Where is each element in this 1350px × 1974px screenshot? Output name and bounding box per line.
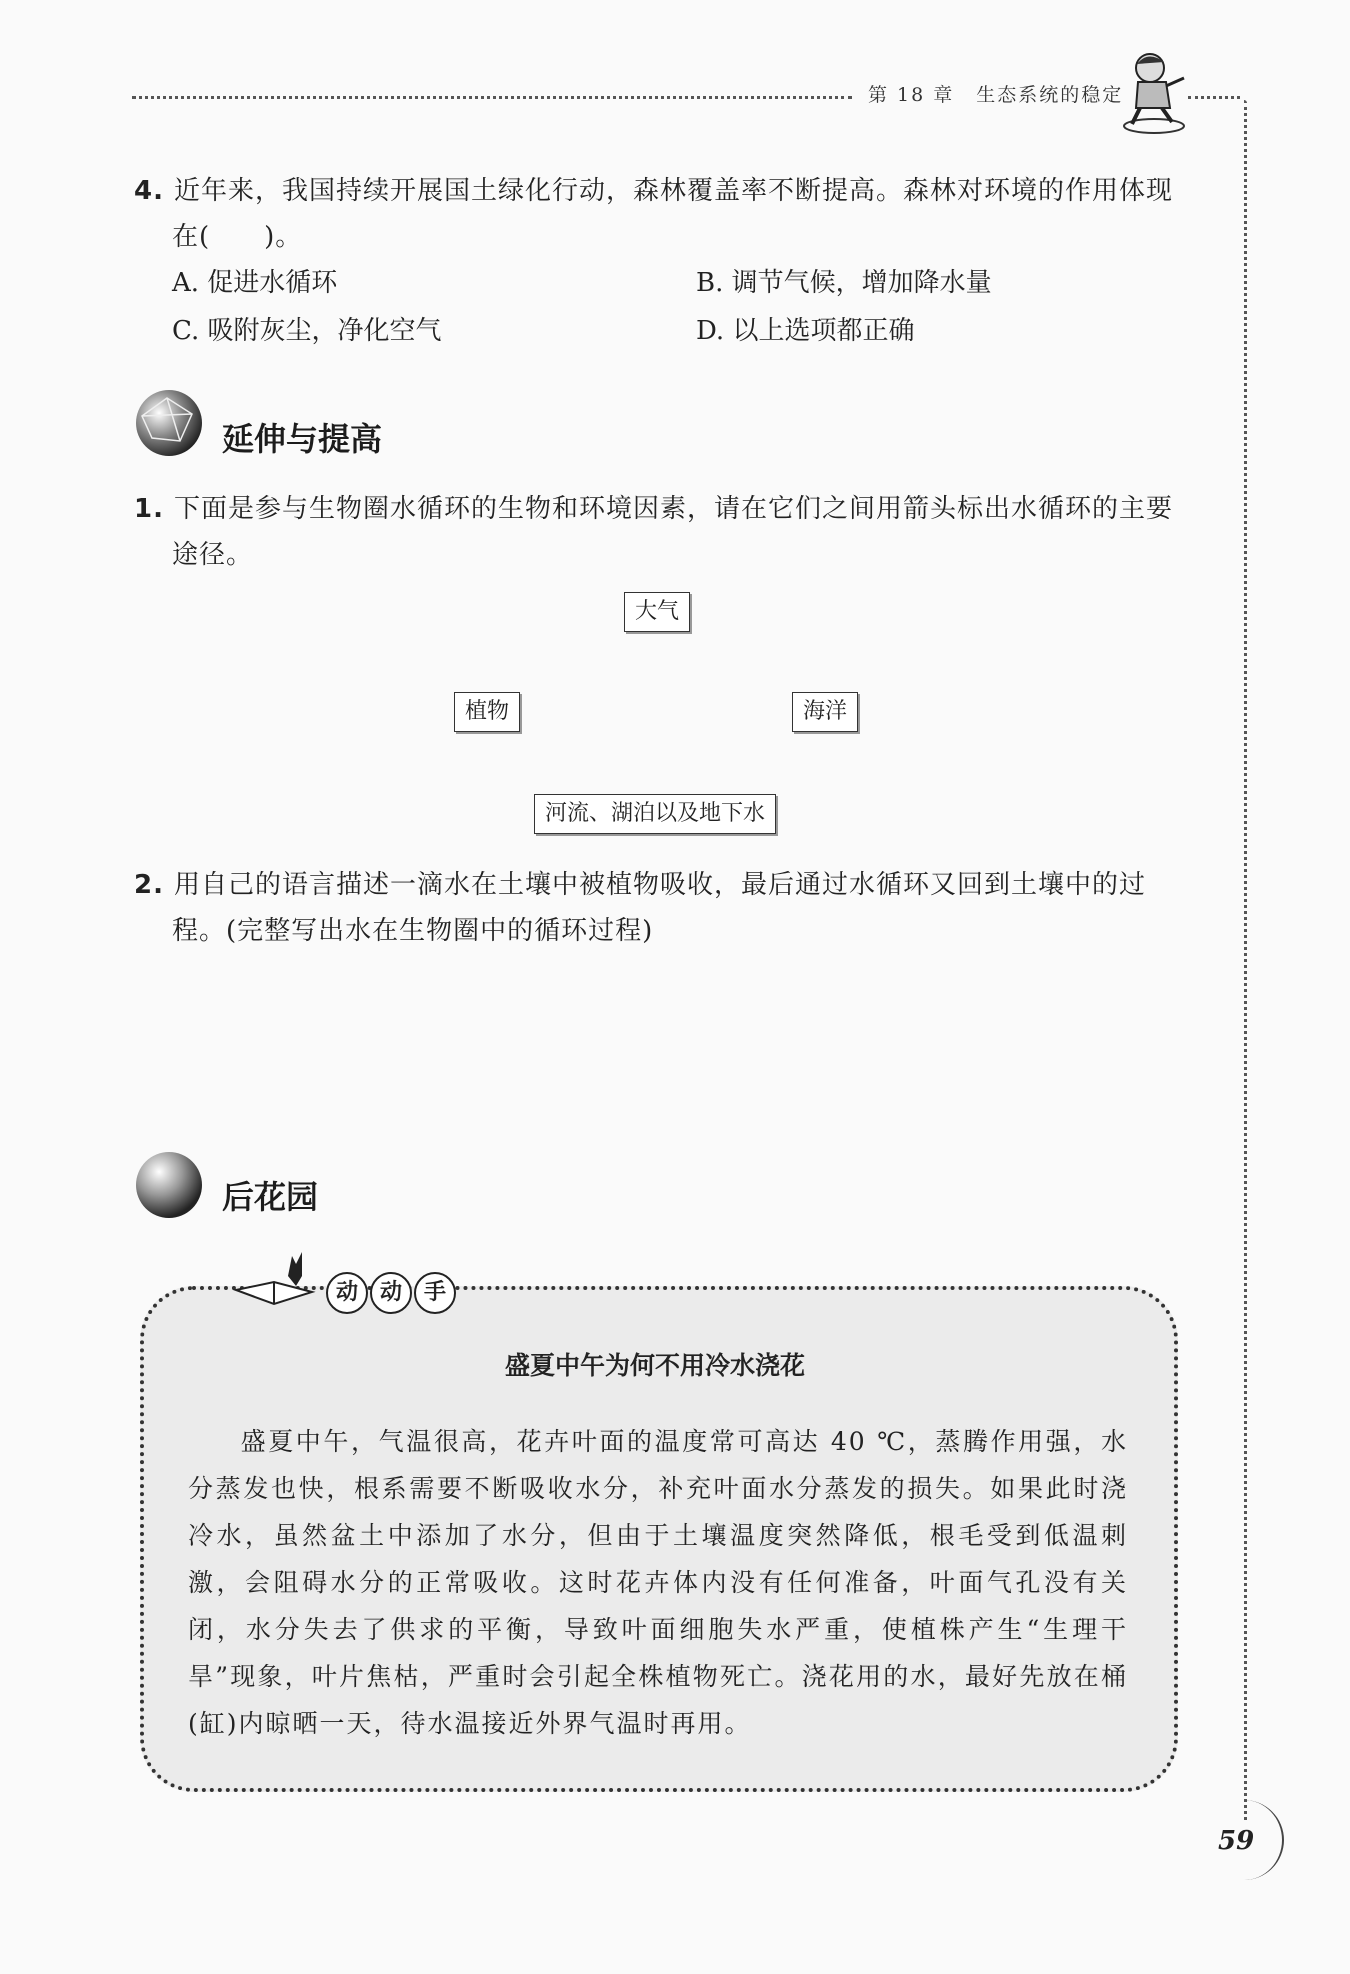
node-atmosphere: 大气 [624,592,690,632]
extend-question-1-line2: 途径。 [172,540,254,570]
badge-char: 手 [414,1272,456,1314]
badge-char: 动 [326,1272,368,1314]
chapter-title: 生态系统的稳定 [976,84,1124,106]
header-rule [132,96,852,99]
globe-icon [132,386,206,460]
node-ocean: 海洋 [792,692,858,732]
question-4-line2: 在( )。 [172,222,303,252]
header-rule-right [1188,96,1240,99]
question-number: 1. [134,494,164,524]
student-mascot-icon [1118,50,1188,134]
node-plants: 植物 [454,692,520,732]
option-a: A. 促进水循环 [172,268,338,298]
section-heading-extend: 延伸与提高 [222,420,383,458]
activity-badge [326,1272,456,1314]
extend-question-2 [134,862,1194,908]
option-c: C. 吸附灰尘，净化空气 [172,316,442,346]
question-4 [134,168,1194,214]
option-d: D. 以上选项都正确 [696,316,915,346]
question-number: 4. [134,176,164,206]
question-number: 2. [134,870,164,900]
chapter-label: 第 18 章 [868,84,955,106]
page-number: 59 [1218,1826,1255,1856]
margin-rule [1244,100,1247,1820]
running-header [868,80,1123,107]
activity-text: 盛夏中午，气温很高，花卉叶面的温度常可高达 40 ℃，蒸腾作用强，水分蒸发也快，根系需要不断吸收水分，补充叶面水分蒸发的损失。如果此时浇冷水，虽然盆土中添加了水分，但由于土壤温度突然降低，根毛受到低温刺激，会阻碍水分的正常吸收。这时花卉体内没有任何准备，叶面气孔没有关闭，水分失去了供求的平衡，导致叶面细胞失水严重，使植株产生“生理干旱”现象，叶片焦枯，严重时会引起全株植物死亡。浇花用的水，最好先放在桶(缸)内晾晒一天，待水温接近外界气温时再用。 [188,1427,1128,1738]
extend-question-1 [134,486,1194,532]
book-cat-icon [232,1246,324,1306]
extend-question-2-line2: 程。(完整写出水在生物圈中的循环过程) [172,916,654,946]
option-b: B. 调节气候，增加降水量 [696,268,992,298]
activity-body [188,1418,1128,1747]
node-water-bodies: 河流、湖泊以及地下水 [534,794,776,834]
question-stem: 用自己的语言描述一滴水在土壤中被植物吸收，最后通过水循环又回到土壤中的过 [173,870,1146,900]
question-stem: 下面是参与生物圈水循环的生物和环境因素，请在它们之间用箭头标出水循环的主要 [173,494,1173,524]
sphere-icon [132,1148,206,1222]
badge-char: 动 [370,1272,412,1314]
activity-title: 盛夏中午为何不用冷水浇花 [504,1351,805,1380]
question-stem: 近年来，我国持续开展国土绿化行动，森林覆盖率不断提高。森林对环境的作用体现 [173,176,1173,206]
section-heading-garden: 后花园 [222,1178,319,1216]
